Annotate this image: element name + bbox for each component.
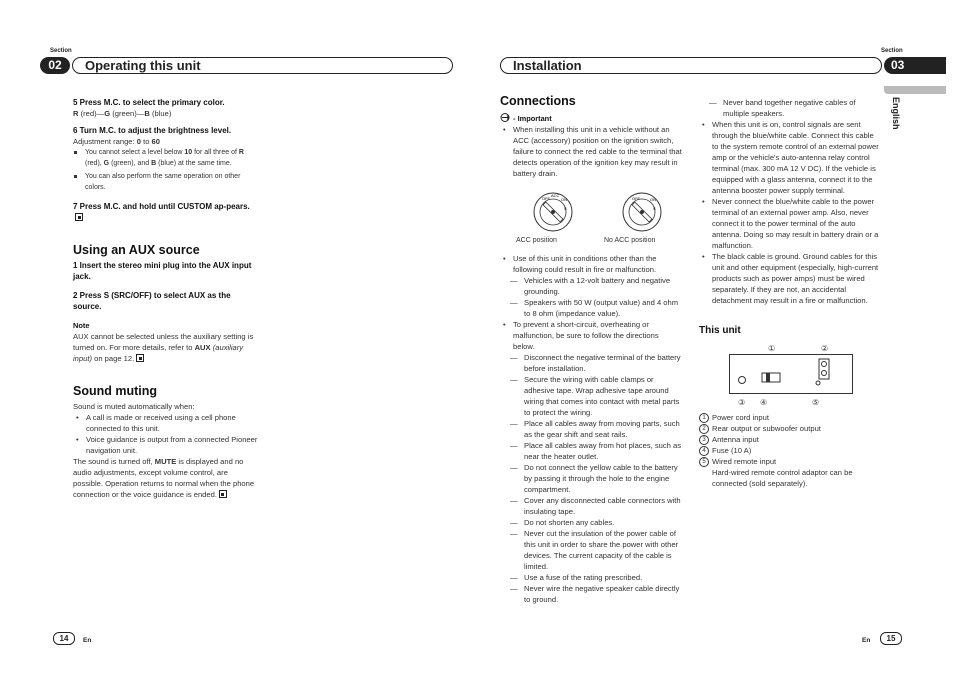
mute-intro: Sound is muted automatically when: (73, 402, 195, 411)
dash-shorten: — Do not shorten any cables. (500, 517, 682, 528)
dash-moving-parts: — Place all cables away from moving parts, such as the gear shift and seat rails. (500, 418, 682, 440)
language-label: English (891, 97, 901, 130)
section-title: Operating this unit (72, 57, 453, 74)
svg-text:ACC: ACC (551, 193, 560, 198)
right-column-1 (500, 96, 682, 605)
section-number: 03 (884, 57, 946, 74)
dash-hot-places: — Place all cables away from hot places, such as near the heater outlet. (500, 440, 682, 462)
legend-item: 4 Fuse (10 A) (699, 445, 881, 456)
bullet-short-circuit: • To prevent a short-circuit, overheating or malfunction, be sure to follow the directions below. (500, 319, 682, 352)
left-column (73, 97, 258, 500)
dash-band-negative: — Never band together negative cables of multiple speakers. (699, 97, 881, 119)
unit-rear-diagram (699, 340, 881, 408)
dash-speakers: — Speakers with 50 W (output value) and 4 ohm to 8 ohm (impedance value). (500, 297, 682, 319)
mute-bullet-1: • A call is made or received using a cell phone connected to this unit. (73, 412, 258, 434)
end-mark-icon (219, 490, 227, 498)
section-number: 02 (40, 57, 70, 74)
callout-5: ⑤ (812, 398, 820, 407)
page-number: 14 (53, 632, 75, 645)
mute-heading: Sound muting (73, 384, 158, 398)
dash-fuse: — Use a fuse of the rating prescribed. (500, 572, 682, 583)
aux-step-1: 1 Insert the stereo mini plug into the AUX input jack. (73, 261, 252, 281)
adjustment-range: Adjustment range: 0 to 60 (73, 137, 160, 146)
end-mark-icon (75, 213, 83, 221)
no-acc-position-key-icon (621, 191, 663, 233)
step-6: 6 Turn M.C. to adjust the brightness level. (73, 126, 232, 135)
mute-bullet-2: • Voice guidance is output from a connected Pioneer navigation unit. (73, 434, 258, 456)
callout-2: ② (821, 344, 829, 353)
dash-secure: — Secure the wiring with cable clamps or adhesive tape. Wrap adhesive tape around wiring that comes into contact with metal parts to protect the wiring. (500, 374, 682, 418)
unit-legend (699, 412, 881, 489)
mute-paragraph: The sound is turned off, MUTE is displayed and no audio adjustments, except volume control, are possible. Operation returns to normal when the phone connection or the voice guidance is ended. (73, 457, 255, 499)
step-5-colors: R (red)—G (green)—B (blue) (73, 109, 172, 118)
bullet-acc: • When installing this unit in a vehicle without an ACC (accessory) position on the ignition switch, failure to connect the red cable to the terminal that detects operation of the ignition key may result in battery drain. (500, 124, 682, 179)
important-icon (500, 113, 511, 122)
svg-text:ON: ON (650, 197, 656, 202)
bullet-ground: • The black cable is ground. Ground cables for this unit and other equipment (especially, high-current products such as power amps) must be wired separately. If they are not, an accidental detachment may result in a fire or malfunction. (699, 251, 881, 306)
svg-text:OFF: OFF (542, 196, 550, 201)
dash-12v: — Vehicles with a 12-volt battery and negative grounding. (500, 275, 682, 297)
svg-text:OFF: OFF (632, 196, 640, 201)
note-level: You cannot select a level below 10 for all three of R (red), G (green), and B (blue) at the same time. (73, 147, 258, 169)
unit-rear-panel-icon (729, 354, 853, 394)
page-number: 15 (880, 632, 902, 645)
page-language: En (83, 637, 92, 644)
aux-heading: Using an AUX source (73, 243, 200, 257)
dash-cover-connectors: — Cover any disconnected cable connectors with insulating tape. (500, 495, 682, 517)
right-column-2 (699, 97, 881, 489)
step-5: 5 Press M.C. to select the primary color. (73, 98, 225, 107)
callout-1: ① (768, 344, 776, 353)
legend-item: 1 Power cord input (699, 412, 881, 423)
svg-text:ON: ON (561, 197, 567, 202)
section-title: Installation (500, 57, 882, 74)
section-label: Section (881, 48, 903, 54)
bullet-conditions: • Use of this unit in conditions other than the following could result in fire or malfunction. (500, 253, 682, 275)
svg-text:S: S (564, 206, 567, 211)
note-other-colors: You can also perform the same operation on other colors. (73, 171, 258, 193)
bullet-never-connect: • Never connect the blue/white cable to the power terminal of an external power amp. Also, never connect it to the power terminal of the auto antenna. Doing so may result in battery drain or a malfunction. (699, 196, 881, 251)
legend-item-5-extra: Hard-wired remote control adaptor can be connected (sold separately). (712, 468, 853, 488)
note-text: AUX cannot be selected unless the auxiliary setting is turned on. For more details, refer to AUX (auxiliary input) on page 12. (73, 332, 254, 363)
legend-item: 2 Rear output or subwoofer output (699, 423, 881, 434)
svg-text:S: S (653, 206, 656, 211)
section-label: Section (50, 48, 72, 54)
callout-3: ③ (738, 398, 746, 407)
dash-disconnect: — Disconnect the negative terminal of the battery before installation. (500, 352, 682, 374)
ignition-figures (500, 183, 682, 249)
acc-position-label: ACC position (516, 237, 557, 244)
bullet-blue-white: • When this unit is on, control signals are sent through the blue/white cable. Connect this cable to the system remote control of an external power amp or the vehicle's auto-antenna relay control terminal (max. 300 mA 12 V DC). If the vehicle is equipped with a glass antenna, connect it to the antenna booster power supply terminal. (699, 119, 881, 196)
connections-heading: Connections (500, 94, 576, 108)
page-language: En (862, 637, 871, 644)
important-label: - Important (500, 113, 682, 124)
legend-item: 3 Antenna input (699, 434, 881, 445)
dash-insulation: — Never cut the insulation of the power cable of this unit in order to share the power with other devices. The current capacity of the cable is limited. (500, 528, 682, 572)
end-mark-icon (136, 354, 144, 362)
legend-item: 5 Wired remote input (699, 456, 881, 467)
language-tab (884, 86, 946, 94)
acc-position-key-icon (532, 191, 574, 233)
step-7: 7 Press M.C. and hold until CUSTOM ap-pears. (73, 201, 258, 223)
note-label: Note (73, 321, 90, 330)
this-unit-heading: This unit (699, 325, 741, 336)
no-acc-position-label: No ACC position (604, 237, 656, 244)
dash-negative-speaker: — Never wire the negative speaker cable directly to ground. (500, 583, 682, 605)
aux-step-2: 2 Press S (SRC/OFF) to select AUX as the source. (73, 291, 231, 311)
callout-4: ④ (760, 398, 768, 407)
dash-yellow-cable: — Do not connect the yellow cable to the battery by passing it through the hole to the engine compartment. (500, 462, 682, 495)
